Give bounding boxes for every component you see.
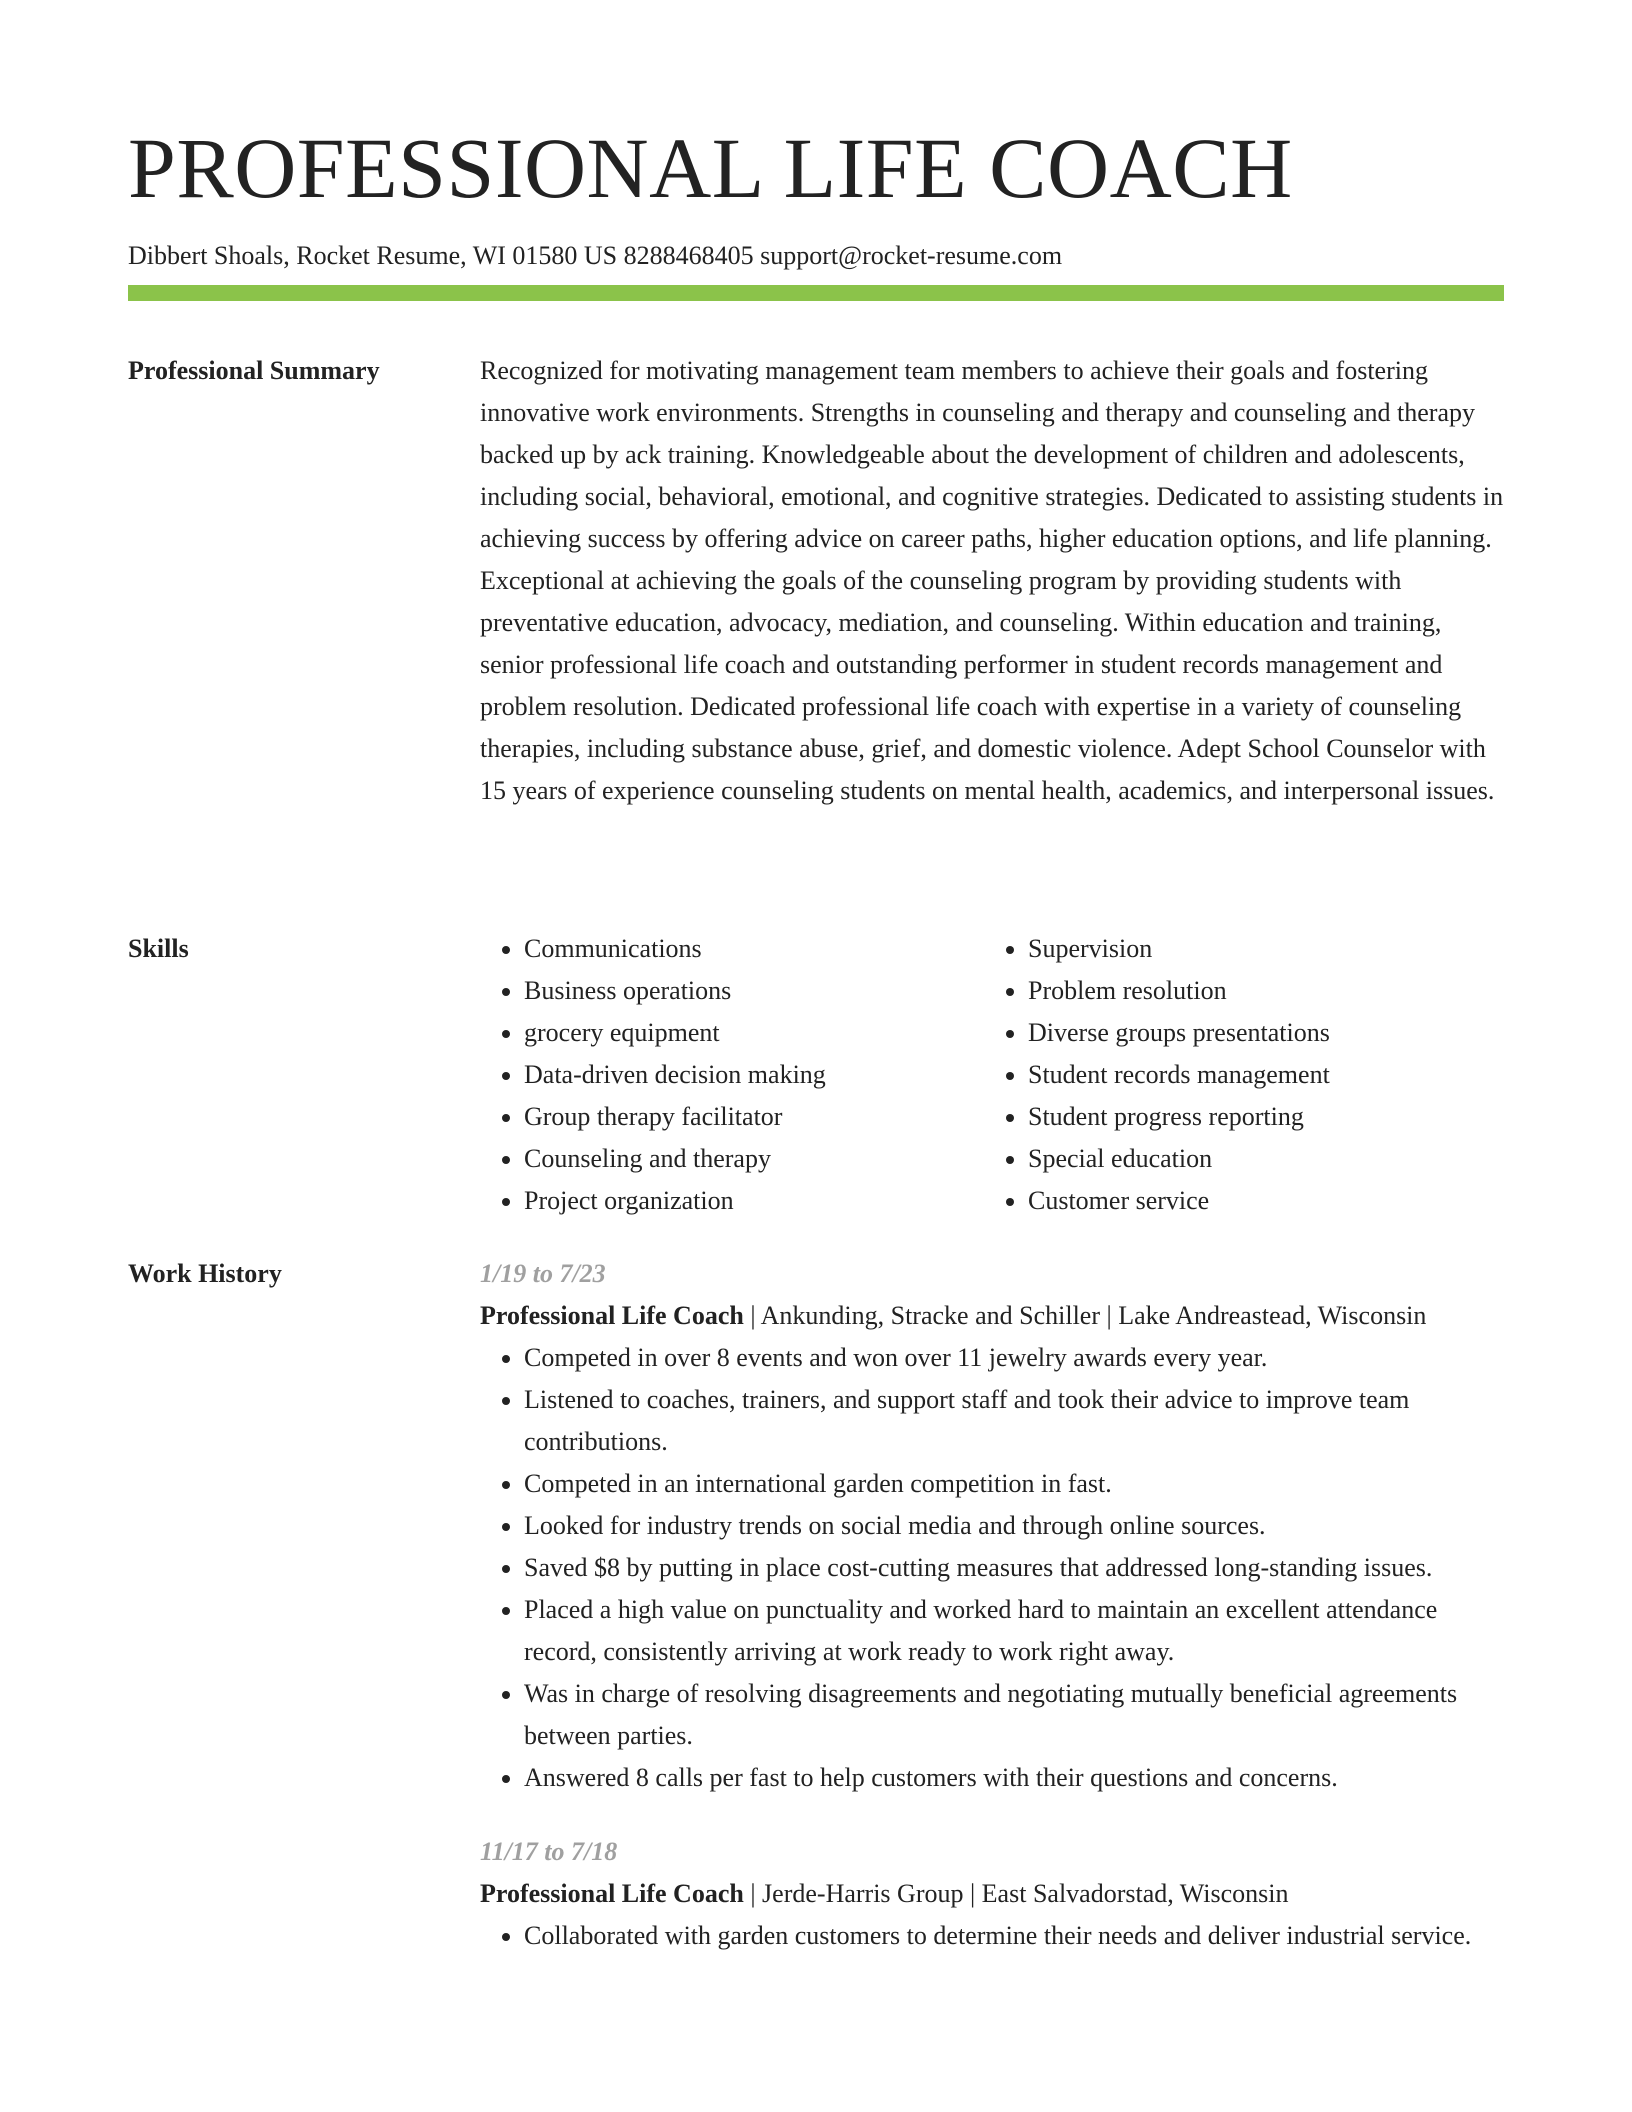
- skills-column-1: [480, 928, 984, 1222]
- skill-item: • Communications: [524, 928, 984, 970]
- job-dates: 11/17 to 7/18: [480, 1837, 618, 1866]
- work-history-body: [480, 1253, 1504, 1989]
- job-heading: [480, 1295, 1504, 1337]
- section-title-summary: Professional Summary: [128, 356, 380, 385]
- resume-header: [128, 118, 1504, 272]
- job-dates: 1/19 to 7/23: [480, 1259, 606, 1288]
- section-title-work: Work History: [128, 1259, 282, 1288]
- skill-item: • Customer service: [1028, 1180, 1488, 1222]
- skill-item: • grocery equipment: [524, 1012, 984, 1054]
- accent-divider: [128, 285, 1504, 301]
- job-bullet: • Competed in over 8 events and won over 11 jewelry awards every year.: [524, 1337, 1504, 1379]
- job-bullet: • Looked for industry trends on social media and through online sources.: [524, 1505, 1504, 1547]
- job-bullets: [480, 1337, 1504, 1799]
- summary-text: Recognized for motivating management team members to achieve their goals and fostering innovative work environments. Strengths in counseling and therapy and counseling and therapy backed up by ack training. Knowledgeable about the development of children and adolescents, including social, behavioral, emotional, and cognitive strategies. Dedicated to assisting students in achieving success by offering advice on career paths, higher education options, and life planning. Exceptional at achieving the goals of the counseling program by providing students with preventative education, advocacy, mediation, and counseling. Within education and training, senior professional life coach and outstanding performer in student records management and problem resolution. Dedicated professional life coach with expertise in a variety of counseling therapies, including substance abuse, grief, and domestic violence. Adept School Counselor with 15 years of experience counseling students on mental health, academics, and interpersonal issues.: [480, 356, 1504, 805]
- skill-item: • Student records management: [1028, 1054, 1488, 1096]
- skill-item: • Data-driven decision making: [524, 1054, 984, 1096]
- job-bullet: • Answered 8 calls per fast to help customers with their questions and concerns.: [524, 1757, 1504, 1799]
- job-bullet: • Saved $8 by putting in place cost-cutting measures that addressed long-standing issues.: [524, 1547, 1504, 1589]
- resume-title: PROFESSIONAL LIFE COACH: [128, 120, 1293, 216]
- skills-column-2: [984, 928, 1488, 1222]
- job-title: Professional Life Coach: [480, 1879, 744, 1908]
- work-history-section: [128, 1253, 1504, 1989]
- skill-item: • Problem resolution: [1028, 970, 1488, 1012]
- section-title-skills: Skills: [128, 934, 189, 963]
- skills-columns: [480, 928, 1504, 1222]
- skill-item: • Project organization: [524, 1180, 984, 1222]
- job-entry: [480, 1831, 1504, 1957]
- job-heading: [480, 1873, 1504, 1915]
- job-bullets: [480, 1915, 1504, 1957]
- job-bullet: • Competed in an international garden competition in fast.: [524, 1463, 1504, 1505]
- job-details: | Jerde-Harris Group | East Salvadorstad, Wisconsin: [743, 1879, 1289, 1908]
- job-bullet: • Collaborated with garden customers to determine their needs and deliver industrial service.: [524, 1915, 1504, 1957]
- job-details: | Ankunding, Stracke and Schiller | Lake Andreastead, Wisconsin: [743, 1301, 1427, 1330]
- skill-item: • Diverse groups presentations: [1028, 1012, 1488, 1054]
- skill-item: • Special education: [1028, 1138, 1488, 1180]
- skill-item: • Supervision: [1028, 928, 1488, 970]
- job-bullet: • Was in charge of resolving disagreements and negotiating mutually beneficial agreements between parties.: [524, 1673, 1504, 1757]
- job-bullet: • Listened to coaches, trainers, and support staff and took their advice to improve team contributions.: [524, 1379, 1504, 1463]
- skill-item: • Group therapy facilitator: [524, 1096, 984, 1138]
- skill-item: • Counseling and therapy: [524, 1138, 984, 1180]
- job-bullet: • Placed a high value on punctuality and worked hard to maintain an excellent attendance record, consistently arriving at work ready to work right away.: [524, 1589, 1504, 1673]
- skill-item: • Student progress reporting: [1028, 1096, 1488, 1138]
- summary-section: [128, 350, 1504, 812]
- skill-item: • Business operations: [524, 970, 984, 1012]
- contact-line: Dibbert Shoals, Rocket Resume, WI 01580 US 8288468405 support@rocket-resume.com: [128, 241, 1063, 270]
- skills-section: [128, 928, 1504, 1222]
- job-entry: [480, 1253, 1504, 1799]
- job-title: Professional Life Coach: [480, 1301, 744, 1330]
